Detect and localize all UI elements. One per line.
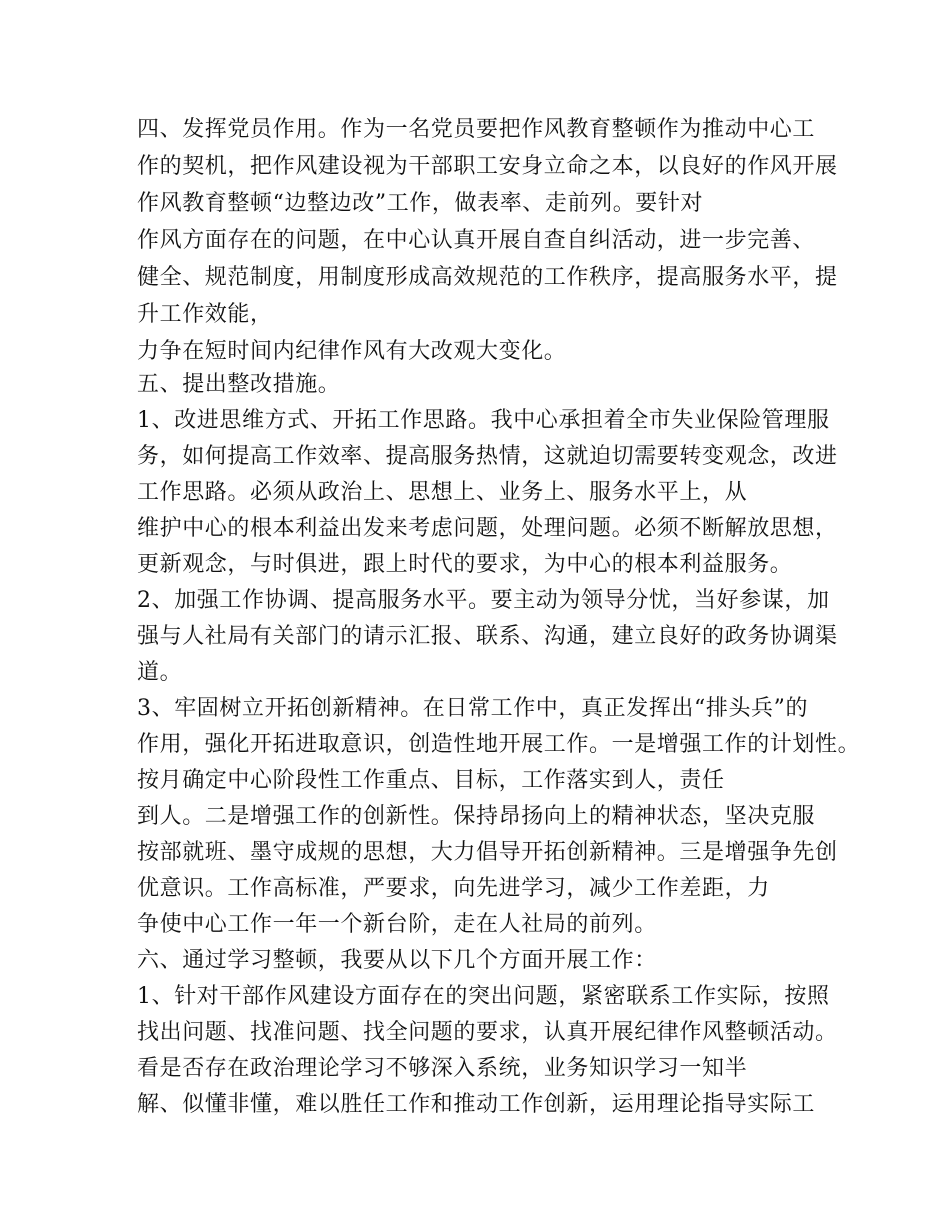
- text-line: 3、牢固树立开拓创新精神。在日常工作中，真正发挥出“排头兵”的: [137, 696, 809, 721]
- text-line: 优意识。工作高标准，严要求，向先进学习，减少工作差距，力: [137, 876, 770, 901]
- text-line: 健全、规范制度，用制度形成高效规范的工作秩序，提高服务水平，提: [137, 265, 838, 290]
- text-line: 四、发挥党员作用。作为一名党员要把作风教育整顿作为推动中心工: [137, 117, 816, 142]
- text-line: 2、加强工作协调、提高服务水平。要主动为领导分忧，当好参谋，加: [137, 588, 830, 613]
- section-heading: 五、提出整改措施。: [137, 372, 341, 397]
- text-line: 解、似懂非懂，难以胜任工作和推动工作创新，运用理论指导实际工: [137, 1092, 816, 1117]
- text-line: 作的契机，把作风建设视为干部职工安身立命之本，以良好的作风开展: [137, 154, 838, 179]
- text-line: 看是否存在政治理论学习不够深入系统，业务知识学习一知半: [137, 1056, 748, 1081]
- text-line: 按部就班、墨守成规的思想，大力倡导开拓创新精神。三是增强争先创: [137, 840, 838, 865]
- text-line: 找出问题、找准问题、找全问题的要求，认真开展纪律作风整顿活动。: [137, 1020, 838, 1045]
- text-line: 道。: [137, 660, 183, 685]
- text-line: 升工作效能，: [137, 302, 273, 327]
- section-heading: 六、通过学习整顿，我要从以下几个方面开展工作：: [137, 948, 657, 973]
- text-line: 维护中心的根本利益出发来考虑问题，处理问题。必须不断解放思想，: [137, 516, 838, 541]
- text-line: 务，如何提高工作效率、提高服务热情，这就迫切需要转变观念，改进: [137, 444, 838, 469]
- text-line: 强与人社局有关部门的请示汇报、联系、沟通，建立良好的政务协调渠: [137, 624, 838, 649]
- text-line: 工作思路。必须从政治上、思想上、业务上、服务水平上，从: [137, 480, 748, 505]
- text-line: 到人。二是增强工作的创新性。保持昂扬向上的精神状态，坚决克服: [137, 804, 816, 829]
- text-line: 1、针对干部作风建设方面存在的突出问题，紧密联系工作实际，按照: [137, 984, 830, 1009]
- text-line: 按月确定中心阶段性工作重点、目标，工作落实到人，责任: [137, 768, 725, 793]
- text-line: 力争在短时间内纪律作风有大改观大变化。: [137, 339, 567, 364]
- text-line: 更新观念，与时俱进，跟上时代的要求，为中心的根本利益服务。: [137, 552, 793, 577]
- text-line: 作用，强化开拓进取意识，创造性地开展工作。一是增强工作的计划性。: [137, 732, 861, 757]
- text-line: 作风方面存在的问题，在中心认真开展自查自纠活动，进一步完善、: [137, 228, 816, 253]
- text-line: 作风教育整顿“边整边改”工作，做表率、走前列。要针对: [137, 191, 704, 216]
- text-line: 1、改进思维方式、开拓工作思路。我中心承担着全市失业保险管理服: [137, 408, 830, 433]
- text-line: 争使中心工作一年一个新台阶，走在人社局的前列。: [137, 912, 657, 937]
